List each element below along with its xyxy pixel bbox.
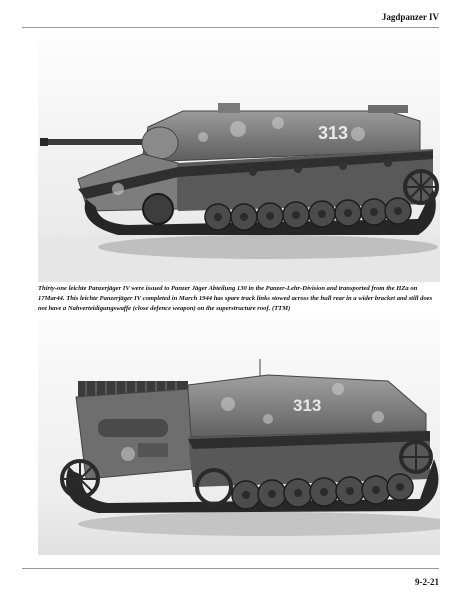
tank-photo-front-view — [38, 39, 440, 282]
page-number: 9-2-21 — [415, 577, 439, 587]
footer-divider — [22, 568, 439, 569]
hull-number-bottom: 313 — [293, 396, 322, 415]
tank-photo-rear-view — [38, 319, 440, 555]
hull-number-top: 313 — [318, 123, 349, 143]
photo-caption: Thirty-one leichte Panzerjäger IV were issued to Panzer Jäger Abteilung 130 in the Panzer-Lehr-Division and transported from the HZa on 17Mar44. This leichte Panzerjäger IV completed in March 1944 has spare track links stowed across the hull rear in a wider bracket and still does not have a Nahverteidigungswaffe (close defence weapon) on the superstructure roof. (TTM) — [38, 285, 433, 312]
running-header-title: Jagdpanzer IV — [381, 12, 439, 22]
header-divider — [22, 27, 439, 28]
